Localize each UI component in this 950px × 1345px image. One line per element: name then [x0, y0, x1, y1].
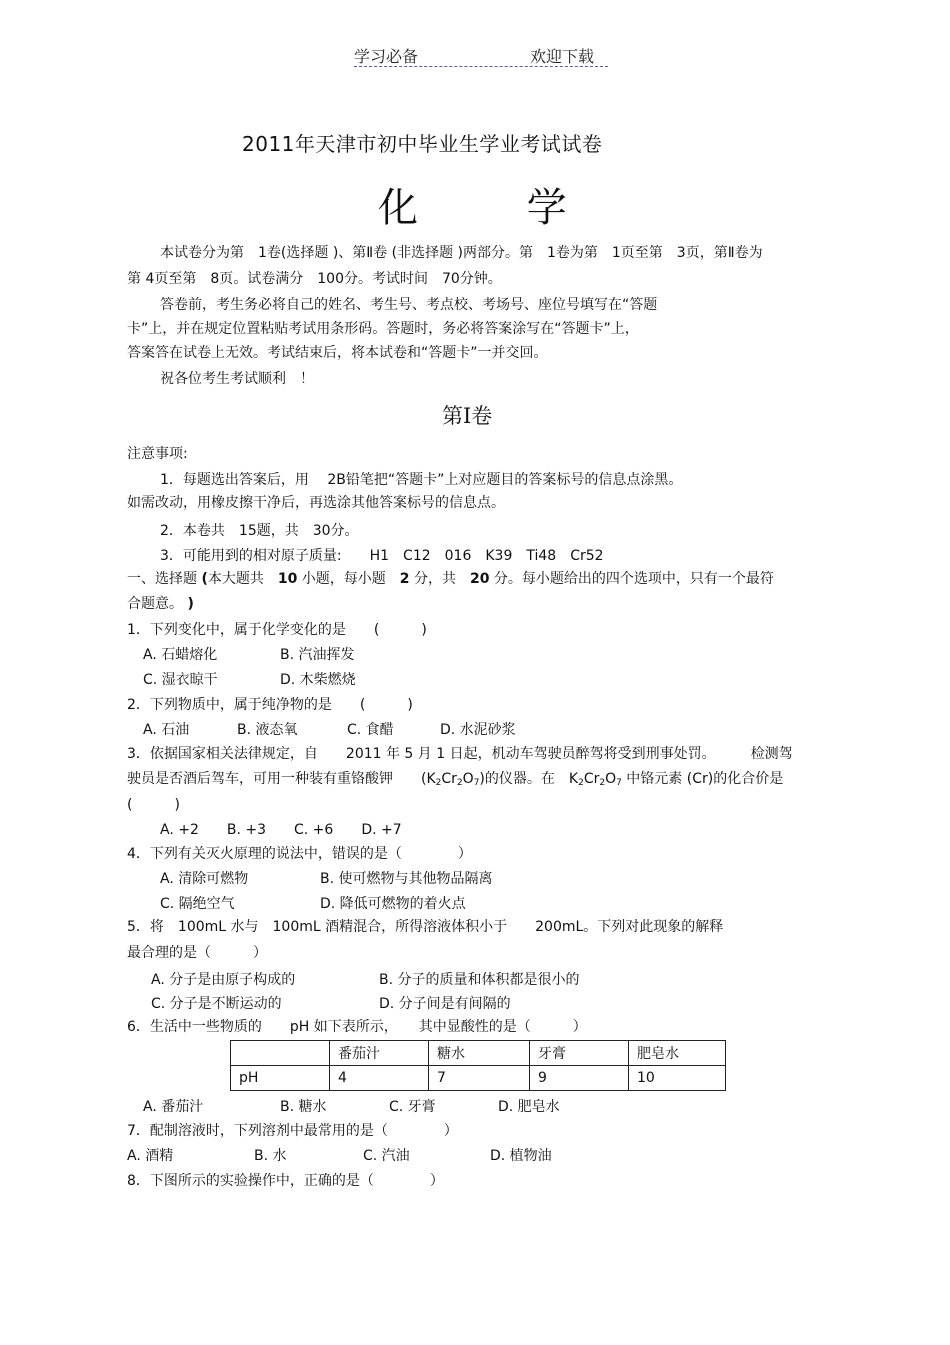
subscript: 7: [473, 778, 480, 788]
intro-line: 答卷前，考生务必将自己的姓名、考生号、考点校、考场号、座位号填写在“答题: [160, 297, 658, 313]
note-item: 1．每题选出答案后，用 2B铅笔把“答题卡”上对应题目的答案标号的信息点涂黑。: [160, 472, 683, 488]
intro-line: 第 4页至第 8页。试卷满分 100分。考试时间 70分钟。: [127, 271, 502, 287]
question-stem: 5．将 100mL 水与 100mL 酒精混合，所得溶液体积小于 200mL。下列对此现象的解释: [127, 919, 724, 935]
subscript: 2: [456, 778, 463, 788]
question-stem: 2．下列物质中，属于纯净物的是 ( ): [127, 697, 413, 713]
part-heading-text: 分，共: [409, 571, 470, 587]
section-heading: 第Ⅰ卷: [442, 404, 493, 428]
option: C. 隔绝空气: [160, 896, 235, 912]
table-cell: 糖水: [429, 1041, 530, 1066]
table-row: [231, 1066, 726, 1091]
part-heading-text: 10: [277, 571, 298, 587]
option: D. 木柴燃烧: [280, 672, 356, 688]
subscript: 2: [435, 778, 442, 788]
part-heading-text: (: [201, 571, 208, 587]
answer-blank: ( ): [127, 797, 180, 813]
header-left-text: 学习必备: [354, 47, 419, 66]
intro-line: 本试卷分为第 1卷(选择题 )、第Ⅱ卷 (非选择题 )两部分。第 1卷为第 1页至第 3页，第Ⅱ卷为: [160, 245, 763, 261]
table-cell: pH: [231, 1066, 330, 1091]
table-cell: 7: [429, 1066, 530, 1091]
table-header-row: [231, 1041, 726, 1066]
intro-line: 祝各位考生考试顺利 ！: [160, 371, 314, 387]
option: A. 酒精: [127, 1148, 174, 1164]
option: C. 食醋: [347, 722, 394, 738]
part-heading-text: 小题，每小题: [297, 571, 400, 587]
option: C. 湿衣晾干: [143, 672, 218, 688]
part-heading-text: 分。每小题给出的四个选项中，只有一个最符: [489, 571, 774, 587]
option-row: A. +2 B. +3 C. +6 D. +7: [160, 822, 402, 838]
table-cell: 番茄汁: [330, 1041, 429, 1066]
note-item: 3．可能用到的相对原子质量: H1 C12 016 K39 Ti48 Cr52: [160, 548, 604, 564]
option: B. 糖水: [280, 1099, 327, 1115]
table-cell: 9: [530, 1066, 629, 1091]
question-stem: 4．下列有关灭火原理的说法中，错误的是（ ）: [127, 846, 472, 862]
option: D. 分子间是有间隔的: [379, 996, 511, 1012]
question-text: 驶员是否酒后驾车，可用一种装有重铬酸钾 (K: [127, 771, 436, 787]
header-right-text: 欢迎下载: [530, 47, 595, 66]
option: D. 降低可燃物的着火点: [320, 896, 466, 912]
notes-heading: 注意事项:: [127, 446, 188, 462]
option: C. 分子是不断运动的: [151, 996, 282, 1012]
part-heading-text: 2: [399, 571, 410, 587]
ph-table: [230, 1040, 726, 1091]
table-cell: 4: [330, 1066, 429, 1091]
question-stem: 8．下图所示的实验操作中，正确的是（ ）: [127, 1173, 444, 1189]
option: B. 水: [254, 1148, 287, 1164]
subject-title: 化 学: [378, 185, 615, 231]
part-heading-text: 20: [470, 571, 490, 587]
part-heading: [127, 572, 774, 586]
option: D. 肥皂水: [498, 1099, 560, 1115]
option: B. 使可燃物与其他物品隔离: [320, 871, 493, 887]
part-heading: [127, 597, 194, 611]
intro-line: 卡”上，并在规定位置粘贴考试用条形码。答题时，务必将答案涂写在“答题卡”上，: [127, 321, 639, 337]
note-item: 2．本卷共 15题，共 30分。: [160, 523, 359, 539]
question-stem: 7．配制溶液时，下列溶剂中最常用的是（ ）: [127, 1123, 458, 1139]
page-header: [354, 42, 608, 67]
part-heading-text: 一、选择题: [127, 571, 202, 587]
option: D. 水泥砂浆: [440, 722, 516, 738]
note-item: 如需改动，用橡皮擦干净后，再选涂其他答案标号的信息点。: [127, 495, 505, 511]
question-text: O: [462, 771, 474, 787]
subscript: 7: [616, 778, 622, 788]
exam-title: 2011年天津市初中毕业生学业考试试卷: [242, 132, 603, 156]
option: B. 液态氧: [237, 722, 298, 738]
intro-line: 答案答在试卷上无效。考试结束后，将本试卷和“答题卡”一并交回。: [127, 345, 548, 361]
option: B. 分子的质量和体积都是很小的: [379, 972, 580, 988]
question-text: Cr: [583, 771, 600, 787]
table-cell: 10: [629, 1066, 726, 1091]
question-text: 中铬元素 (Cr)的化合价是: [621, 771, 784, 787]
option: D. 植物油: [490, 1148, 552, 1164]
part-heading-text: 本大题共: [207, 571, 278, 587]
option: A. 石油: [143, 722, 190, 738]
table-cell: 肥皂水: [629, 1041, 726, 1066]
option: C. 汽油: [363, 1148, 410, 1164]
option: A. 分子是由原子构成的: [151, 972, 296, 988]
table-cell: 牙膏: [530, 1041, 629, 1066]
question-text: )的仪器。在 K: [479, 771, 579, 787]
option: B. 汽油挥发: [280, 647, 355, 663]
question-text: Cr: [441, 771, 457, 787]
question-stem: 3．依据国家相关法律规定，自 2011 年 5 月 1 日起，机动车驾驶员醉驾将受到刑事处罚。 检测驾: [127, 746, 793, 762]
subscript: 2: [578, 778, 584, 788]
option: A. 清除可燃物: [160, 871, 249, 887]
question-stem: 最合理的是（ ）: [127, 945, 267, 961]
question-stem: 6．生活中一些物质的 pH 如下表所示， 其中显酸性的是（ ）: [127, 1019, 587, 1035]
option: A. 石蜡熔化: [143, 647, 218, 663]
question-stem: 1．下列变化中，属于化学变化的是 ( ): [127, 622, 427, 638]
question-stem: [127, 772, 783, 788]
part-heading-text: 合题意。: [127, 596, 188, 612]
table-cell: [231, 1041, 330, 1066]
subscript: 2: [599, 778, 606, 788]
option: A. 番茄汁: [143, 1099, 204, 1115]
part-heading-text: ): [187, 596, 194, 612]
question-text: O: [605, 771, 617, 787]
option: C. 牙膏: [389, 1099, 436, 1115]
